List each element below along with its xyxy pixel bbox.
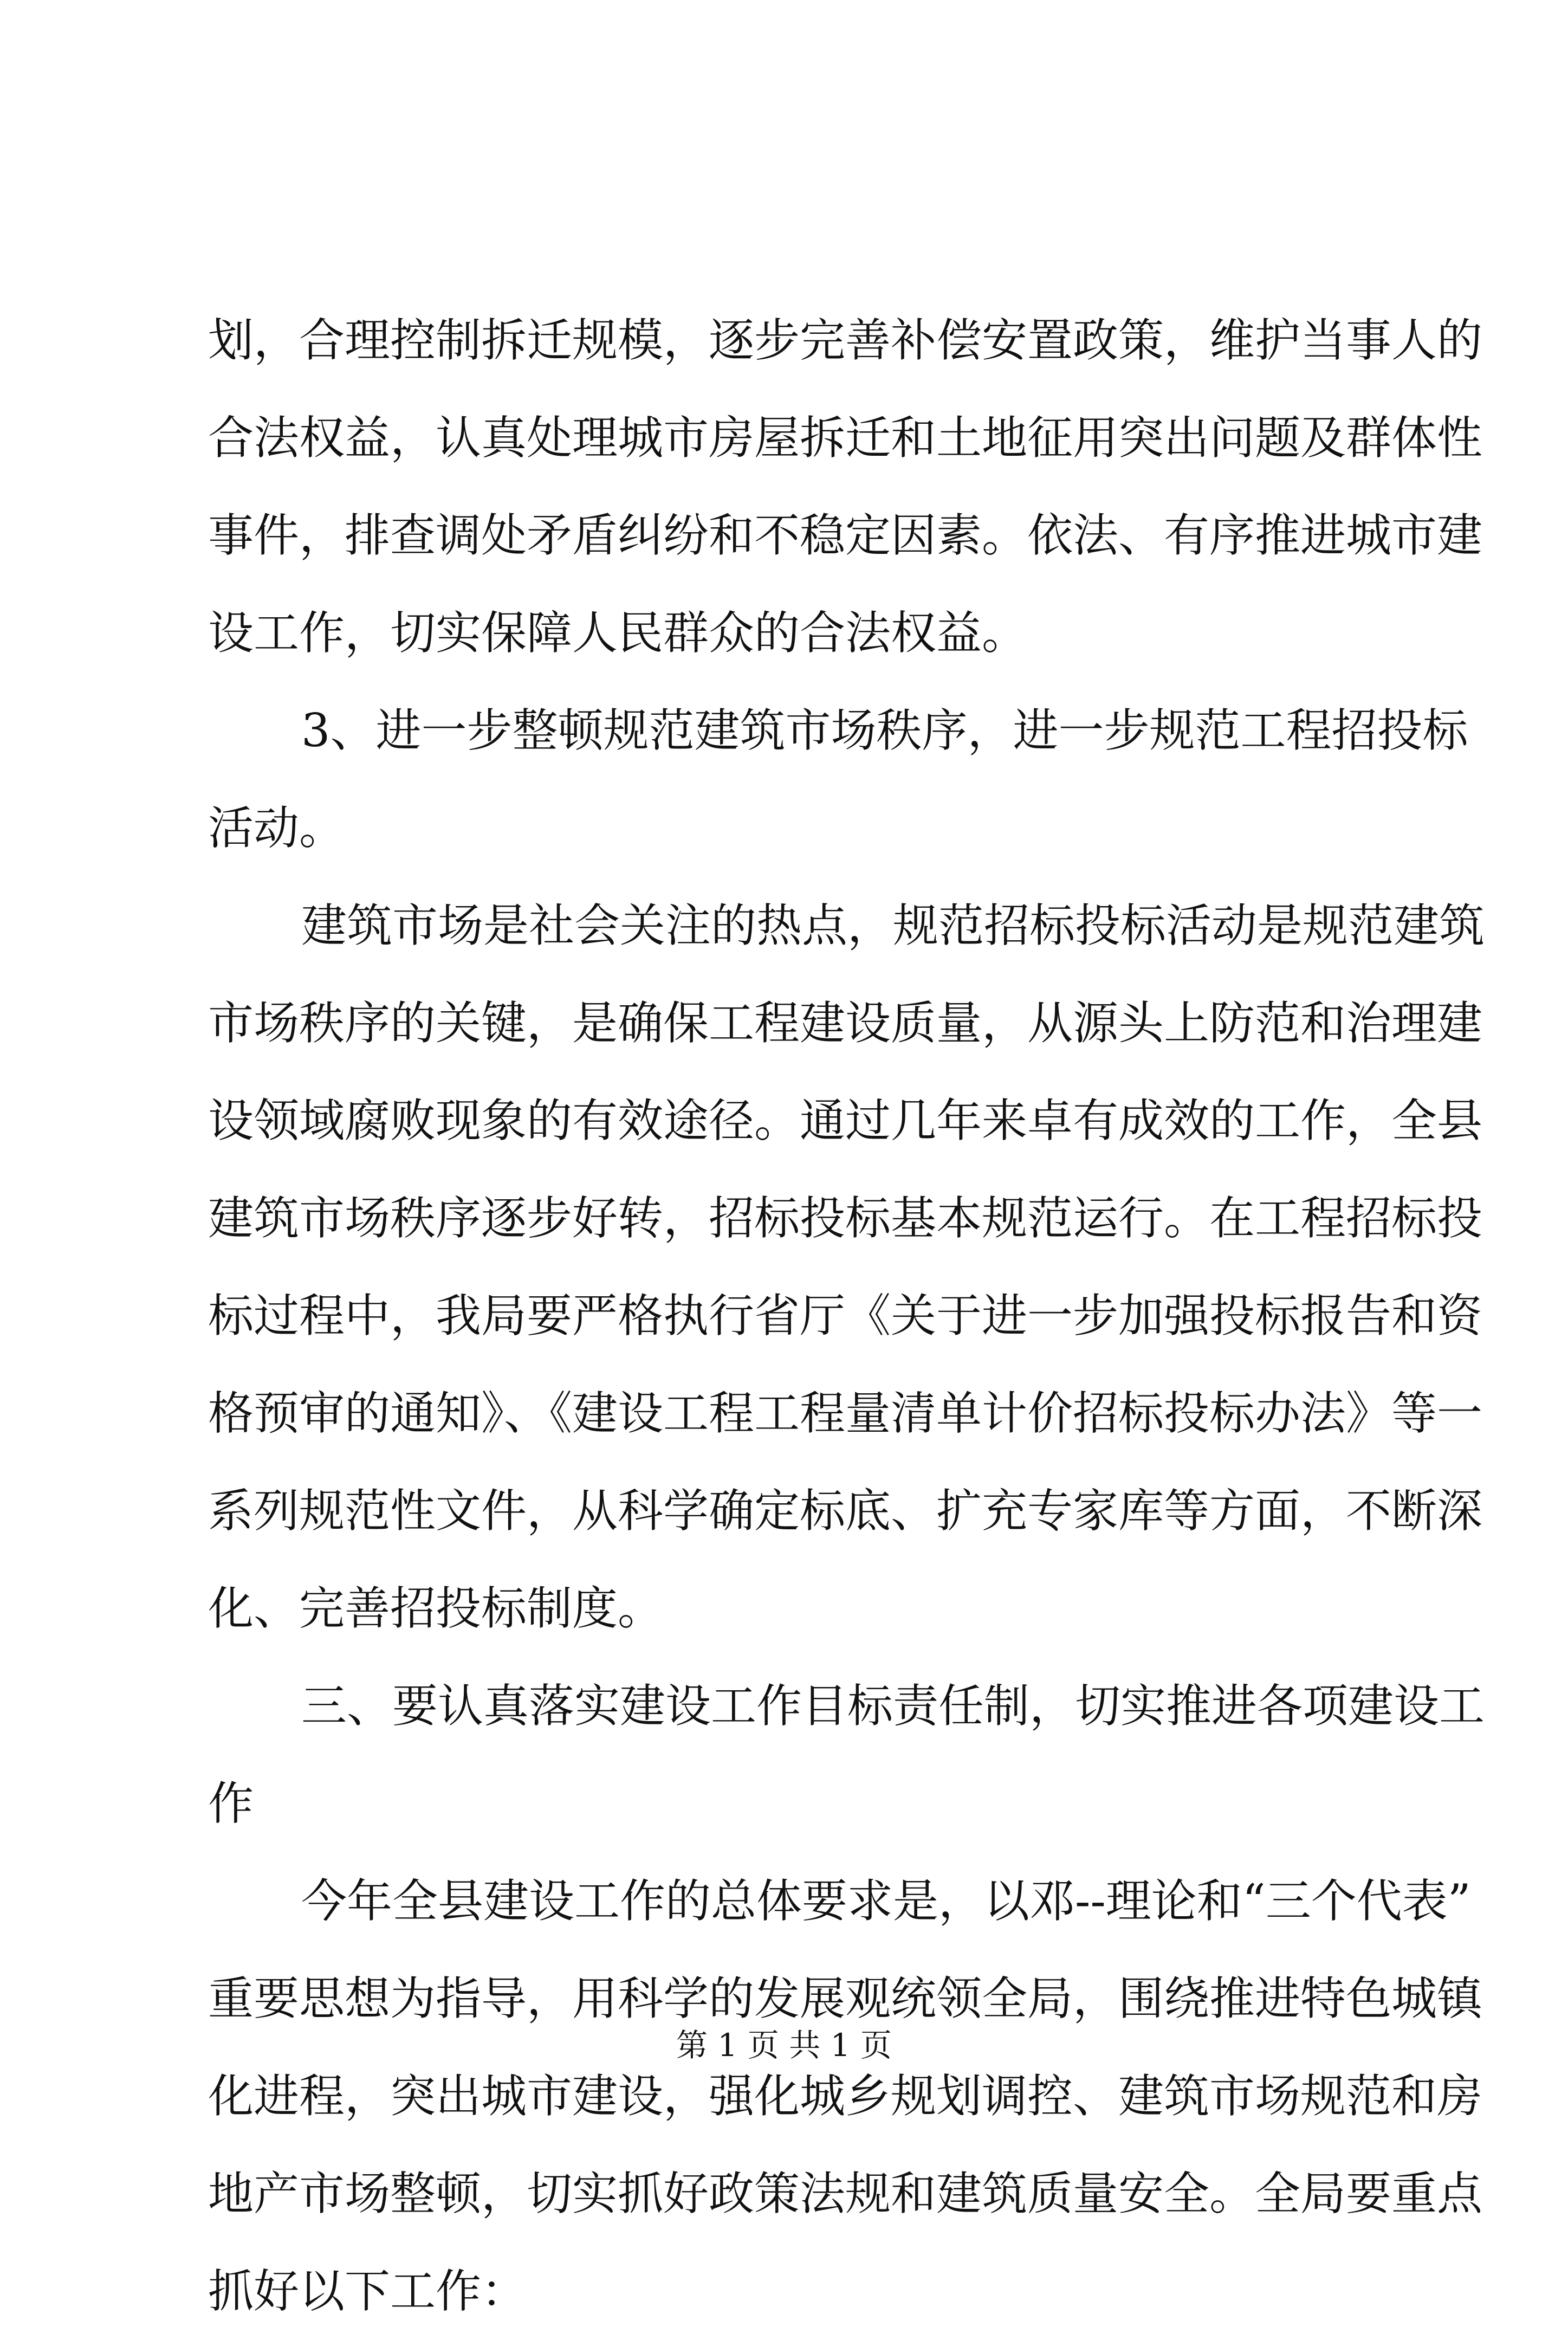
text-line: 划，合理控制拆迁规模，逐步完善补偿安置政策，维护当事人的	[208, 314, 1483, 367]
text-line: 活动。	[208, 801, 345, 855]
text-line: 化进程，突出城市建设，强化城乡规划调控、建筑市场规范和房	[208, 2070, 1483, 2123]
text-line: 化、完善招投标制度。	[208, 1582, 664, 1635]
text-line: 作	[208, 1777, 254, 1830]
text-line: 地产市场整顿，切实抓好政策法规和建筑质量安全。全局要重点	[208, 2167, 1483, 2220]
paragraph-3	[208, 877, 1485, 1657]
text-line: 今年全县建设工作的总体要求是，以邓--理论和“三个代表”	[301, 1874, 1471, 1928]
text-line: 合法权益，认真处理城市房屋拆迁和土地征用突出问题及群体性	[208, 411, 1483, 464]
text-line: 设领域腐败现象的有效途径。通过几年来卓有成效的工作，全县	[208, 1094, 1483, 1147]
text-line: 建筑市场秩序逐步好转，招标投标基本规范运行。在工程招标投	[208, 1192, 1483, 1245]
paragraph-5	[208, 1852, 1483, 2340]
text-line: 市场秩序的关键，是确保工程建设质量，从源头上防范和治理建	[208, 997, 1483, 1050]
text-line: 抓好以下工作：	[208, 2265, 527, 2318]
text-line: 建筑市场是社会关注的热点，规范招标投标活动是规范建筑	[301, 899, 1485, 952]
text-line: 三、要认真落实建设工作目标责任制，切实推进各项建设工	[301, 1679, 1485, 1733]
text-line: 系列规范性文件，从科学确定标底、扩充专家库等方面，不断深	[208, 1484, 1483, 1537]
paragraph-4-heading	[208, 1657, 1485, 1852]
text-line: 事件，排查调处矛盾纠纷和不稳定因素。依法、有序推进城市建	[208, 509, 1483, 562]
paragraph-1	[208, 292, 1483, 682]
text-line: 3、进一步整顿规范建筑市场秩序，进一步规范工程招投标	[301, 704, 1468, 757]
text-line: 设工作，切实保障人民群众的合法权益。	[208, 606, 1028, 660]
paragraph-2-heading	[208, 682, 1468, 877]
text-line: 标过程中，我局要严格执行省厅《关于进一步加强投标报告和资	[208, 1289, 1483, 1342]
text-line: 格预审的通知》、《建设工程工程量清单计价招标投标办法》等一	[208, 1387, 1483, 1440]
text-line: 重要思想为指导，用科学的发展观统领全局，围绕推进特色城镇	[208, 1972, 1483, 2025]
page-number-footer: 第 1 页 共 1 页	[676, 2027, 892, 2064]
